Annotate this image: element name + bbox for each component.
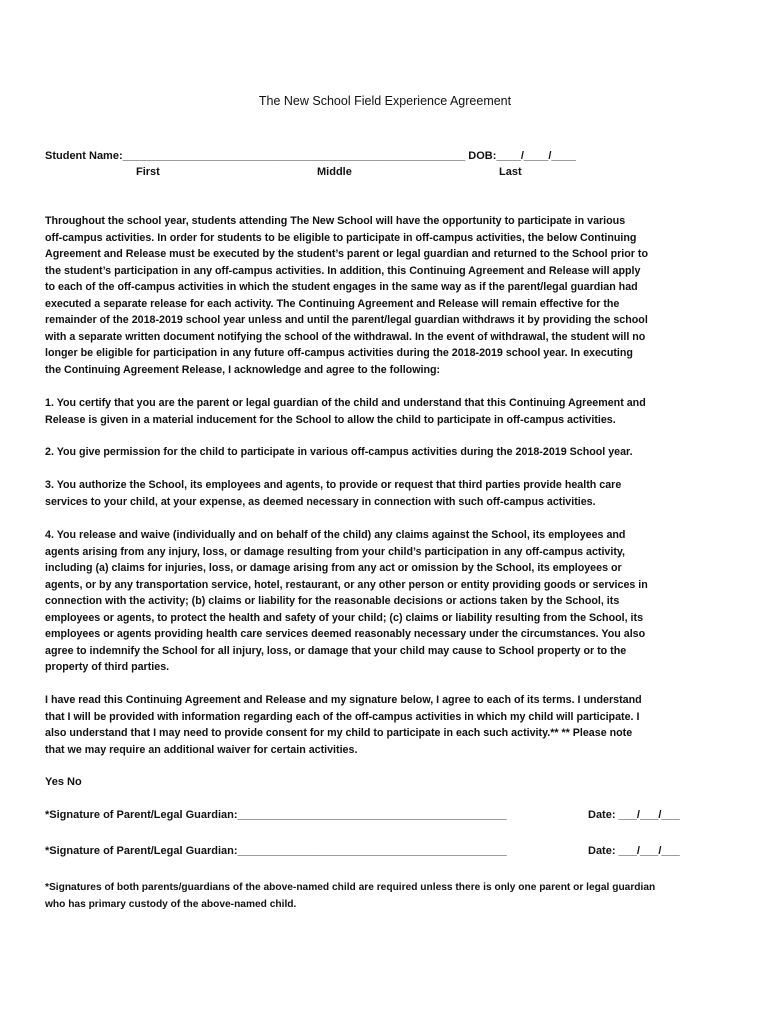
intro-paragraph <box>45 213 730 378</box>
text-line: with a separate written document notifying the school of the withdrawal. In the event of withdrawal, the student will no <box>45 330 646 343</box>
text-line: remainder of the 2018-2019 school year unless and until the parent/legal guardian withdraws it by providing the school <box>45 314 648 326</box>
text-line: longer be eligible for participation in any future off-campus activities during the 2018-2019 school year. In executing <box>45 347 633 359</box>
text-line: who has primary custody of the above-named child. <box>45 898 297 910</box>
text-line: Throughout the school year, students attending The New School will have the opportunity to participate in various <box>45 215 626 227</box>
text-line: agents arising from any injury, loss, or damage resulting from your child’s participation in any off-campus activity, <box>45 545 626 558</box>
text-line: connection with the activity; (b) claims or liability for the reasonable decisions or actions taken by the School, its <box>45 595 620 607</box>
text-line: employees or agents, to protect the health and safety of your child; (c) claims or liability resulting from the School, its <box>45 611 644 624</box>
first-name-label: First <box>136 166 160 178</box>
text-line: agents, or by any transportation service, hotel, restaurant, or any other person or entity providing goods or services in <box>45 578 648 591</box>
text-line: that I will be provided with information regarding each of the off-campus activities in which my child will participate. I <box>45 710 640 723</box>
parent-signature-2-field[interactable]: *Signature of Parent/Legal Guardian:____________________________________________ <box>45 845 507 857</box>
item-2-paragraph <box>45 444 730 461</box>
text-line: employees or agents providing health care services deemed reasonably necessary under the circumstances. You also <box>45 628 646 640</box>
signature-1-date-field[interactable]: Date: ___/___/___ <box>588 809 680 821</box>
acknowledgement-paragraph <box>45 692 730 758</box>
middle-name-label: Middle <box>317 166 352 178</box>
text-line: Release is given in a material inducement for the School to allow the child to participate in off-campus activities. <box>45 413 616 426</box>
item-1-paragraph <box>45 395 730 428</box>
text-line: property of third parties. <box>45 661 170 673</box>
text-line: the Continuing Agreement Release, I acknowledge and agree to the following: <box>45 363 441 376</box>
text-line: Agreement and Release must be executed by the student’s parent or legal guardian and returned to the School prior to <box>45 248 648 260</box>
signature-2-date-field[interactable]: Date: ___/___/___ <box>588 845 680 857</box>
text-line: 2. You give permission for the child to participate in various off-campus activities during the 2018-2019 School year. <box>45 446 633 458</box>
text-line: also understand that I may need to provide consent for my child to participate in each such activity.** ** Please note <box>45 727 633 739</box>
text-line: 3. You authorize the School, its employees and agents, to provide or request that third parties provide health care <box>45 479 622 491</box>
student-name-row: Student Name:________________________________________________________ DOB:____/____/____ <box>45 150 576 162</box>
text-line: services to your child, at your expense, as deemed necessary in connection with such off-campus activities. <box>45 495 596 508</box>
text-line: 4. You release and waive (individually and on behalf of the child) any claims against the School, its employees and <box>45 529 626 541</box>
text-line: including (a) claims for injuries, loss, or damage arising from any act or omission by the School, its employees or <box>45 562 622 574</box>
parent-signature-1-field[interactable]: *Signature of Parent/Legal Guardian:____________________________________________ <box>45 809 507 821</box>
text-line: executed a separate release for each activity. The Continuing Agreement and Release will remain effective for the <box>45 297 620 310</box>
item-3-paragraph <box>45 477 730 510</box>
text-line: to each of the off-campus activities in which the student engages in the same way as if the parent/legal guardian had <box>45 281 638 293</box>
text-line: *Signatures of both parents/guardians of the above-named child are required unless there is only one parent or legal guardian <box>45 882 656 893</box>
text-line: the student’s participation in any off-campus activities. In addition, this Continuing Agreement and Release will apply <box>45 264 641 277</box>
text-line: I have read this Continuing Agreement and Release and my signature below, I agree to each of its terms. I understand <box>45 694 642 706</box>
last-name-label: Last <box>499 166 522 178</box>
text-line: agree to indemnify the School for all injury, loss, or damage that your child may cause to School property or to the <box>45 644 627 657</box>
text-line: 1. You certify that you are the parent or legal guardian of the child and understand that this Continuing Agreement and <box>45 397 646 409</box>
footnote <box>45 880 730 913</box>
item-4-paragraph <box>45 527 730 676</box>
text-line: off-campus activities. In order for students to be eligible to participate in off-campus activities, the below Continuing <box>45 231 637 244</box>
page-title: The New School Field Experience Agreement <box>258 94 512 108</box>
text-line: that we may require an additional waiver for certain activities. <box>45 743 358 756</box>
yes-no-options[interactable]: Yes No <box>45 776 82 788</box>
